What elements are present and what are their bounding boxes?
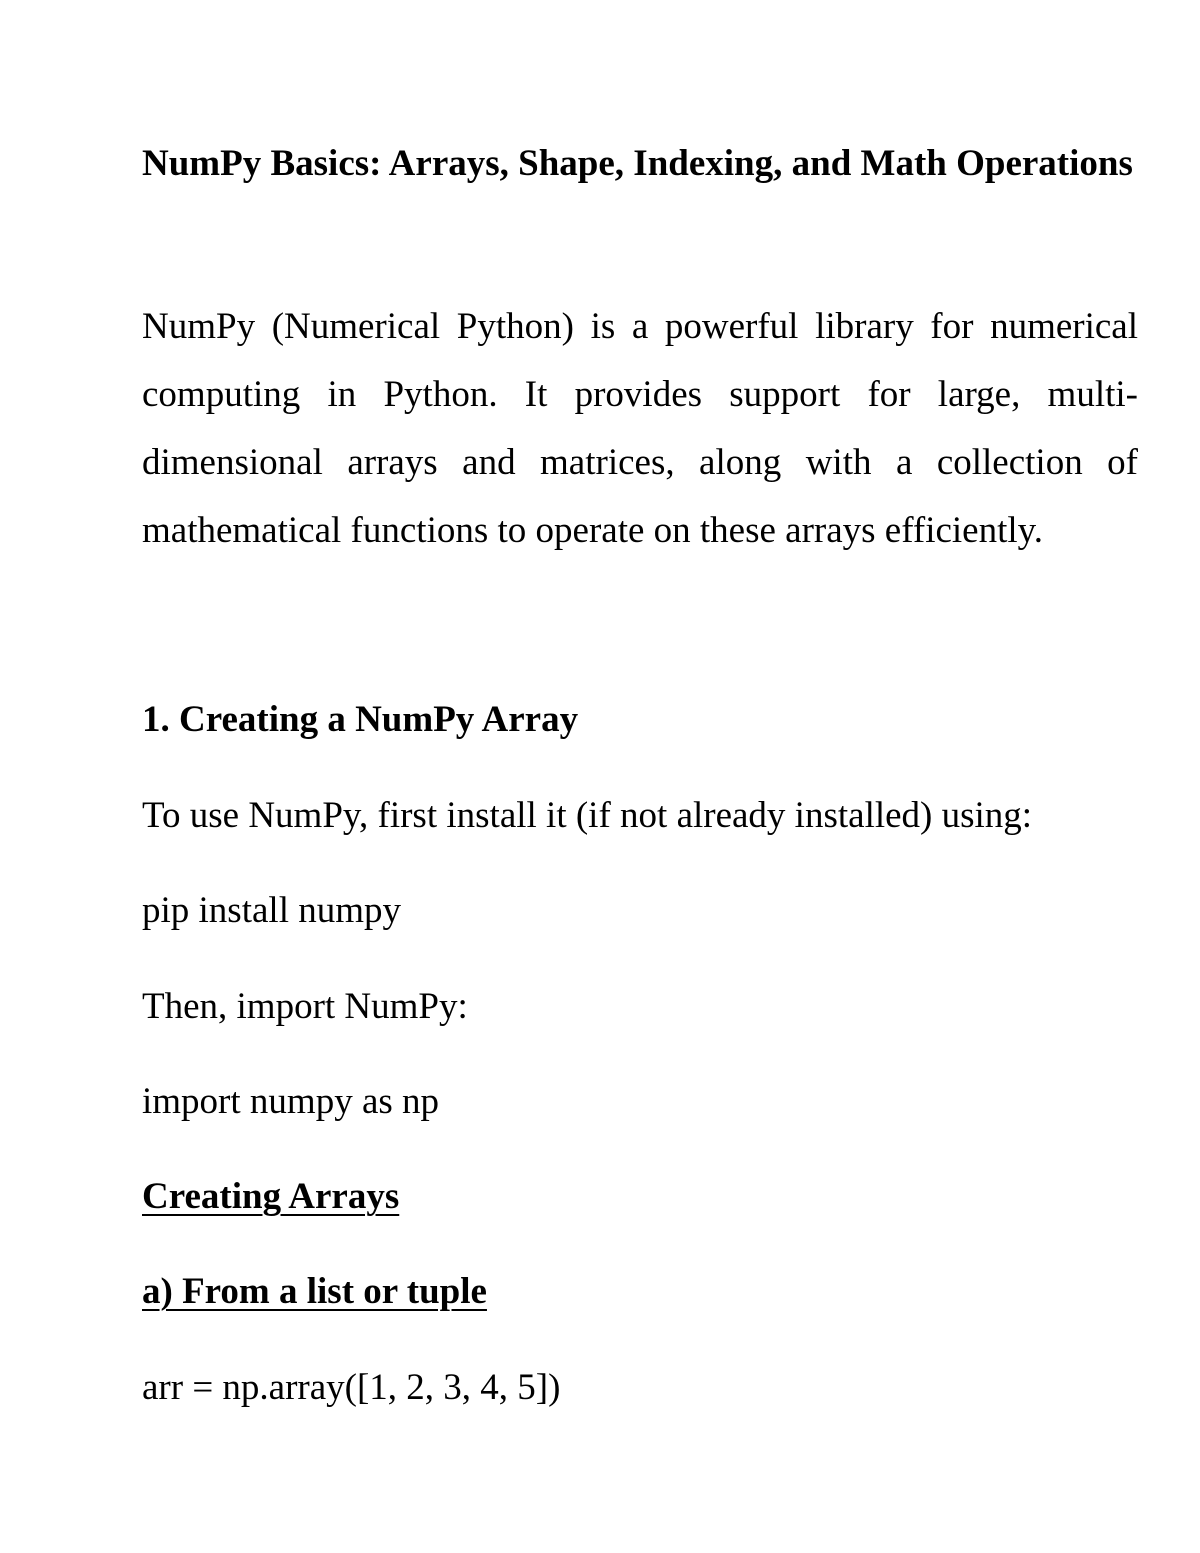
from-list-heading: a) From a list or tuple bbox=[142, 1271, 487, 1312]
section-heading-creating-array: 1. Creating a NumPy Array bbox=[142, 699, 579, 740]
import-command: import numpy as np bbox=[142, 1081, 440, 1122]
intro-paragraph: NumPy (Numerical Python) is a powerful library for numerical computing in Python. It provides support for large, multi-dimensional arrays and matrices, along with a collection of mathematical functions to operate on these arrays efficiently. bbox=[142, 306, 1138, 551]
install-instruction: To use NumPy, first install it (if not already installed) using: bbox=[142, 795, 1033, 836]
creating-arrays-heading-line bbox=[142, 1163, 1138, 1231]
install-command: pip install numpy bbox=[142, 890, 401, 931]
import-instruction: Then, import NumPy: bbox=[142, 986, 468, 1027]
creating-arrays-heading: Creating Arrays bbox=[142, 1176, 400, 1217]
from-list-heading-line bbox=[142, 1258, 1138, 1326]
array-example: arr = np.array([1, 2, 3, 4, 5]) bbox=[142, 1367, 561, 1408]
document-title: NumPy Basics: Arrays, Shape, Indexing, and Math Operations bbox=[142, 143, 1133, 184]
